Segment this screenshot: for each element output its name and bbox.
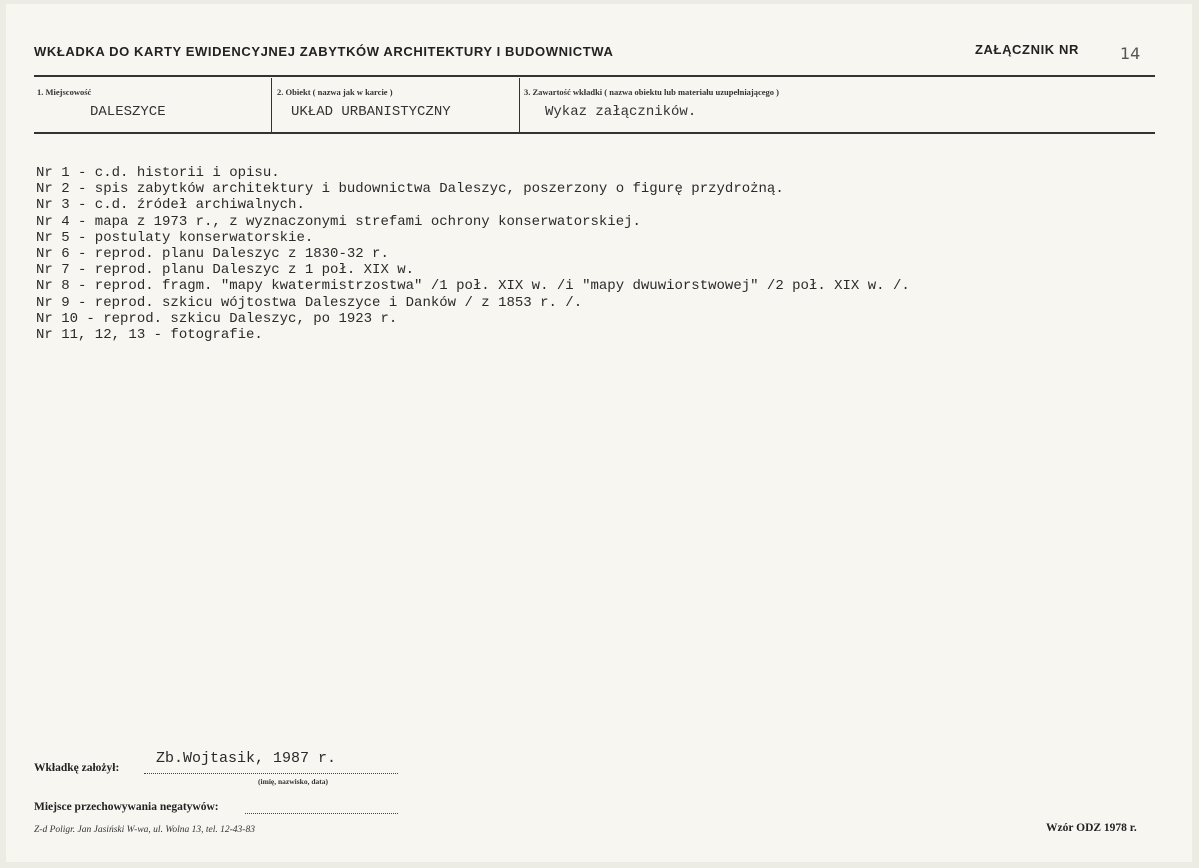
attachment-label: ZAŁĄCZNIK NR [975,42,1079,57]
author-label: Wkładkę założył: [34,762,120,774]
printer-imprint: Z-d Poligr. Jan Jasiński W-wa, ul. Wolna 13, tel. 12-43-83 [34,825,255,835]
attachment-number: 14 [1120,44,1141,63]
fields-rule [34,132,1155,134]
field-divider [271,78,272,132]
content-value: Wykaz załączników. [545,104,697,120]
list-item: Nr 8 - reprod. fragm. "mapy kwatermistrzostwa" /1 poł. XIX w. /i "mapy dwuwiorstwowej" /2 poł. XIX w. /. [36,278,910,295]
list-item: Nr 5 - postulaty konserwatorskie. [36,229,314,246]
negatives-label: Miejsce przechowywania negatywów: [34,801,219,813]
list-item: Nr 1 - c.d. historii i opisu. [36,165,280,181]
locality-label: 1. Miejscowość [37,87,92,97]
list-item: Nr 7 - reprod. planu Daleszyc z 1 poł. XIX w. [36,262,415,279]
list-item: Nr 10 - reprod. szkicu Daleszyc, po 1923 r. [36,310,398,327]
header-rule [34,75,1155,77]
list-item: Nr 6 - reprod. planu Daleszyc z 1830-32 r. [36,245,389,262]
list-item: Nr 11, 12, 13 - fotografie. [36,326,263,343]
list-item: Nr 3 - c.d. źródeł archiwalnych. [36,197,305,214]
object-label: 2. Obiekt ( nazwa jak w karcie ) [277,87,393,97]
object-value: UKŁAD URBANISTYCZNY [291,104,451,120]
author-dotted-line [144,773,398,774]
list-item: Nr 2 - spis zabytków architektury i budownictwa Daleszyc, poszerzony o figurę przydrożną. [36,181,784,198]
form-model: Wzór ODZ 1978 r. [1046,822,1137,834]
form-title: WKŁADKA DO KARTY EWIDENCYJNEJ ZABYTKÓW ARCHITEKTURY I BUDOWNICTWA [34,44,614,59]
attachments-list [36,165,910,343]
author-hint: (imię, nazwisko, data) [258,777,328,786]
author-value: Zb.Wojtasik, 1987 r. [156,750,337,767]
list-item: Nr 4 - mapa z 1973 r., z wyznaczonymi strefami ochrony konserwatorskiej. [36,213,641,230]
list-item: Nr 9 - reprod. szkicu wójtostwa Daleszyce i Danków / z 1853 r. /. [36,294,583,311]
field-divider [519,78,520,132]
content-label: 3. Zawartość wkładki ( nazwa obiektu lub materiału uzupełniającego ) [524,87,780,97]
negatives-dotted-line [245,813,398,814]
locality-value: DALESZYCE [90,104,166,120]
